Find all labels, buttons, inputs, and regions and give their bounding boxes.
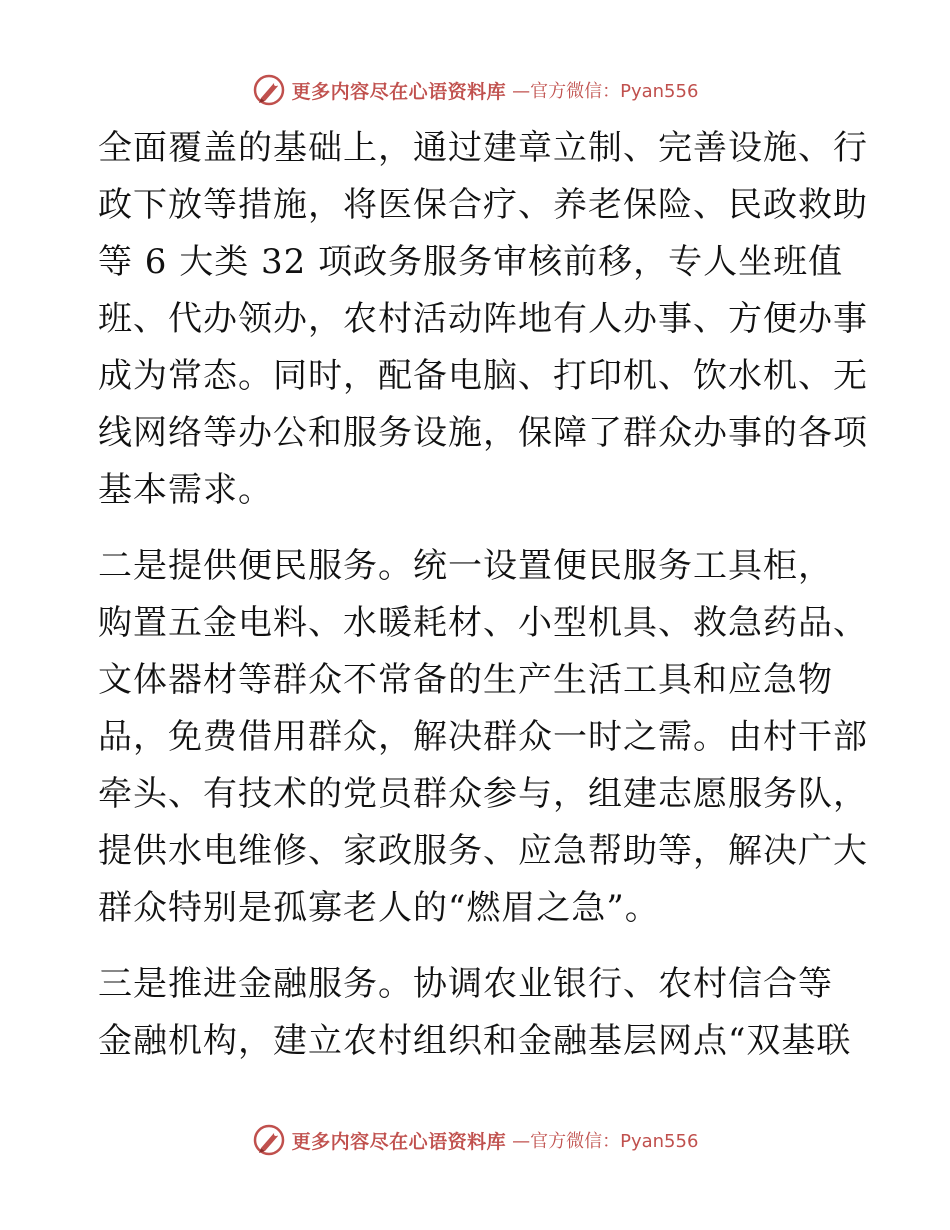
text-line: 文体器材等群众不常备的生产生活工具和应急物: [98, 660, 833, 700]
paragraph-2: [98, 538, 868, 937]
paragraph-spacer: [98, 937, 868, 956]
pen-logo-icon: [252, 1123, 286, 1157]
text-line: 线网络等办公和服务设施，保障了群众办事的各项: [98, 413, 868, 453]
text-line: 购置五金电料、水暖耗材、小型机具、救急药品、: [98, 603, 868, 643]
text-line: 等 6 大类 32 项政务服务审核前移，专人坐班值: [98, 242, 844, 282]
text-line: 三是推进金融服务。协调农业银行、农村信合等: [98, 964, 833, 1004]
text-line: 成为常态。同时，配备电脑、打印机、饮水机、无: [98, 356, 868, 396]
text-line: 品，免费借用群众，解决群众一时之需。由村干部: [98, 717, 868, 757]
text-line: 班、代办领办，农村活动阵地有人办事、方便办事: [98, 299, 868, 339]
footer-brand-text: 更多内容尽在心语资料库: [291, 1130, 507, 1153]
paragraph-3: [98, 956, 868, 1070]
footer-banner: [0, 1120, 950, 1160]
header-brand-text: 更多内容尽在心语资料库: [291, 80, 507, 103]
header-wechat-text: —官方微信：Pyan556: [512, 81, 699, 102]
footer-wechat-text: —官方微信：Pyan556: [512, 1131, 699, 1152]
text-line: 群众特别是孤寡老人的“燃眉之急”。: [98, 888, 660, 928]
text-line: 提供水电维修、家政服务、应急帮助等，解决广大: [98, 831, 868, 871]
paragraph-1: [98, 120, 868, 519]
text-line: 全面覆盖的基础上，通过建章立制、完善设施、行: [98, 128, 868, 168]
text-line: 牵头、有技术的党员群众参与，组建志愿服务队，: [98, 774, 868, 814]
pen-logo-icon: [252, 73, 286, 107]
header-banner: [0, 70, 950, 110]
text-line: 金融机构，建立农村组织和金融基层网点“双基联: [98, 1021, 852, 1061]
text-line: 政下放等措施，将医保合疗、养老保险、民政救助: [98, 185, 868, 225]
text-line: 二是提供便民服务。统一设置便民服务工具柜，: [98, 546, 833, 586]
paragraph-spacer: [98, 519, 868, 538]
text-line: 基本需求。: [98, 470, 273, 510]
document-body: [98, 120, 868, 1070]
